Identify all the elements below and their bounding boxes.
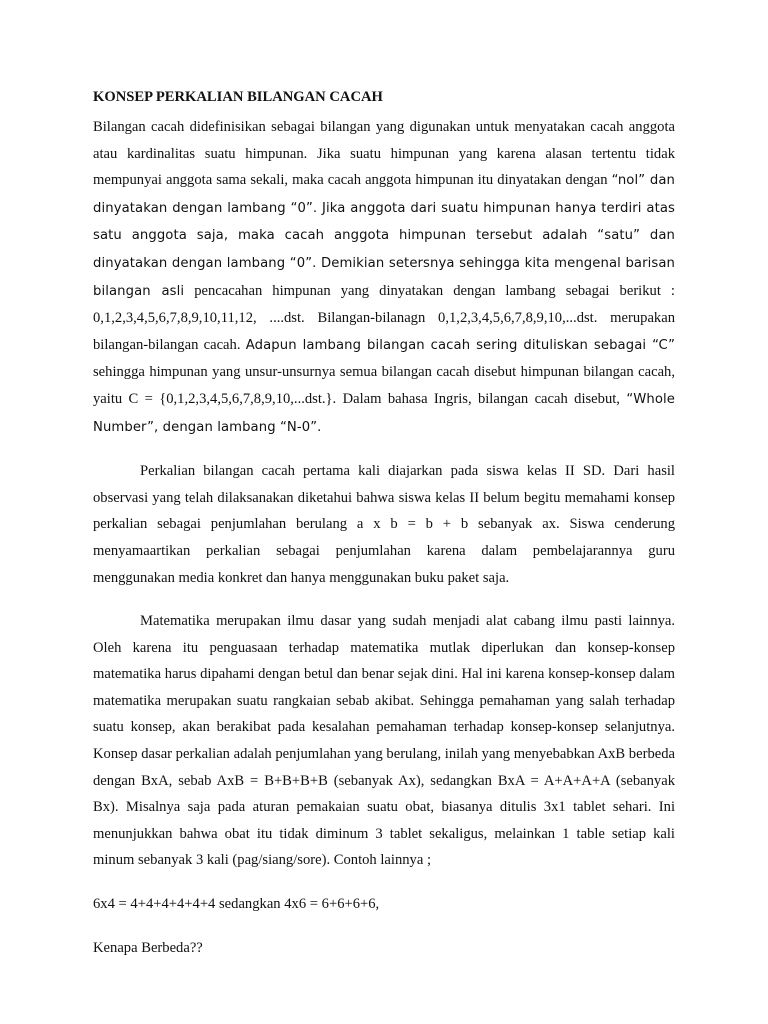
paragraph-definition-text-4: Adapun lambang bilangan cacah sering dituliskan sebagai “C” (245, 337, 676, 353)
document-title: KONSEP PERKALIAN BILANGAN CACAH (93, 89, 383, 105)
document-page (93, 84, 675, 961)
paragraph-mathematics: Matematika merupakan ilmu dasar yang sudah menjadi alat cabang ilmu pasti lainnya. Oleh karena itu penguasaan terhadap matematika mutlak diperlukan dan konsep-konsep matematika harus dipahami dengan betul dan benar sejak dini. Hal ini karena konsep-konsep dalam matematika merupakan suatu rangkaian sebab akibat. Sehingga pemahaman yang salah terhadap suatu konsep, akan berakibat pada kesalahan pemahaman terhadap konsep-konsep selanjutnya. Konsep dasar perkalian adalah penjumlahan yang berulang, inilah yang menyebabkan AxB berbeda dengan BxA, sebab AxB = B+B+B+B (sebanyak Ax), sedangkan BxA = A+A+A+A (sebanyak Bx). Misalnya saja pada aturan pemakaian suatu obat, biasanya ditulis 3x1 tablet sehari. Ini menunjukkan bahwa obat itu tidak diminum 3 tablet sekaligus, melainkan 1 table setiap kali minum sebanyak 3 kali (pag/siang/sore). Contoh lainnya ; (93, 613, 675, 869)
paragraph-observation: Perkalian bilangan cacah pertama kali diajarkan pada siswa kelas II SD. Dari hasil observasi yang telah dilaksanakan diketahui bahwa siswa kelas II belum begitu memahami konsep perkalian sebagai penjumlahan berulang a x b = b + b sebanyak ax. Siswa cenderung menyamaartikan perkalian sebagai penjumlahan karena dalam pembelajarannya guru menggunakan media konkret dan hanya menggunakan buku paket saja. (93, 463, 675, 586)
paragraph-definition-text-5: sehingga himpunan yang unsur-unsurnya semua bilangan cacah disebut himpunan bilangan cacah, yaitu C = {0,1,2,3,4,5,6,7,8,9,10,...dst.}. Dalam bahasa Ingris, bilangan cacah disebut, (93, 364, 675, 407)
example-line: 6x4 = 4+4+4+4+4+4 sedangkan 4x6 = 6+6+6+6, (93, 896, 380, 913)
paragraph-definition-text-1: Bilangan cacah didefinisikan sebagai bilangan yang digunakan untuk menyatakan cacah anggota atau kardinalitas suatu himpunan. Jika suatu himpunan yang karena alasan tertentu tidak mempunyai anggota sama sekali, maka cacah anggota himpunan itu dinyatakan dengan (93, 119, 675, 189)
paragraph-definition-text-2: “nol” dan dinyatakan dengan lambang “0”. Jika anggota dari suatu himpunan hanya terdiri atas satu anggota saja, maka cacah anggota himpunan tersebut adalah “satu” dan dinyatakan dengan lambang “0”. Demikian setersnya sehingga kita mengenal barisan bilangan asli (93, 173, 675, 299)
paragraph-definition-text-3: pencacahan himpunan yang dinyatakan dengan lambang sebagai berikut : 0,1,2,3,4,5,6,7,8,9,10,11,12, ....dst. Bilangan-bilanagn 0,1,2,3,4,5,6,7,8,9,10,...dst. merupakan bilangan-bilangan cacah. (93, 282, 675, 353)
paragraph-definition (93, 114, 675, 441)
question-line: Kenapa Berbeda?? (93, 939, 203, 956)
paragraph-definition-text-6: “Whole Number”, dengan lambang “N-0”. (93, 391, 675, 435)
